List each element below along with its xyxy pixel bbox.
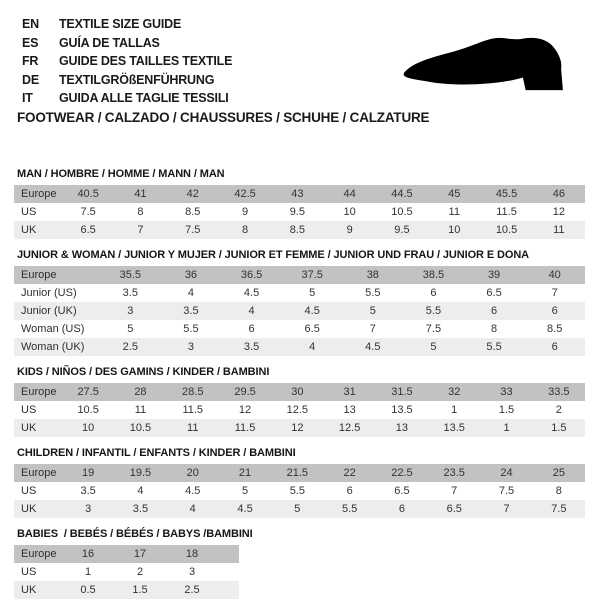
language-label: TEXTILGRÖßENFÜHRUNG <box>59 72 215 87</box>
size-cell: 38 <box>366 269 379 281</box>
size-cell: 3 <box>187 341 194 353</box>
size-cell: 8 <box>241 224 249 236</box>
size-cell: 21.5 <box>286 467 309 479</box>
size-cell: 10.5 <box>77 404 99 416</box>
size-table-section <box>14 366 586 437</box>
size-cell: 11 <box>448 206 460 218</box>
size-cell: 6 <box>430 287 437 299</box>
row-label: Europe <box>21 467 57 479</box>
size-cell: 22 <box>343 467 356 479</box>
filler-cell <box>218 545 239 563</box>
size-cell: 42 <box>186 188 199 200</box>
size-cell: 4 <box>187 287 194 299</box>
size-cell: 28.5 <box>182 386 204 398</box>
row-label: Woman (UK) <box>21 341 85 353</box>
section-title: BABIES / BEBÉS / BÉBÉS / BABYS /BAMBINI <box>17 528 253 540</box>
size-cell: 6.5 <box>446 503 462 515</box>
size-cell: 5.5 <box>365 287 381 299</box>
language-row <box>22 89 232 108</box>
size-cell: 44 <box>343 188 356 200</box>
size-cell: 7.5 <box>185 224 201 236</box>
size-cell: 6.5 <box>304 323 320 335</box>
size-cell: 3.5 <box>122 287 138 299</box>
row-label: UK <box>21 422 37 434</box>
size-cell: 5 <box>294 503 301 515</box>
size-cell: 5.5 <box>289 485 305 497</box>
size-cell: 45.5 <box>495 188 518 200</box>
language-list <box>22 15 232 108</box>
size-cell: 4.5 <box>304 305 320 317</box>
language-code: ES <box>22 35 39 50</box>
filler-cell <box>218 581 239 599</box>
size-cell: 36 <box>184 269 198 281</box>
section-title: MAN / HOMBRE / HOMME / MANN / MAN <box>17 168 225 180</box>
size-cell: 6.5 <box>486 287 502 299</box>
size-cell: 12 <box>552 206 565 218</box>
size-cell: 22.5 <box>391 467 413 479</box>
size-table-section <box>14 447 586 518</box>
size-cell: 18 <box>185 548 199 560</box>
size-cell: 1 <box>503 422 510 434</box>
size-cell: 24 <box>500 467 513 479</box>
size-cell: 6 <box>248 323 255 335</box>
size-cell: 3 <box>127 305 134 317</box>
size-cell: 9.5 <box>394 224 410 236</box>
size-cell: 9 <box>241 206 249 218</box>
size-cell: 6 <box>346 485 353 497</box>
size-cell: 1.5 <box>132 584 148 596</box>
language-label: TEXTILE SIZE GUIDE <box>59 17 182 31</box>
table-row <box>14 419 585 437</box>
size-cell: 10.5 <box>129 422 152 434</box>
size-cell: 7.5 <box>551 503 567 515</box>
row-label: Europe <box>21 386 57 398</box>
size-cell: 29.5 <box>234 386 256 398</box>
size-cell: 3.5 <box>80 485 96 497</box>
size-cell: 5 <box>430 341 437 353</box>
category-line: FOOTWEAR / CALZADO / CHAUSSURES / SCHUHE / CALZATURE <box>17 110 430 125</box>
size-cell: 5.5 <box>425 305 442 317</box>
language-row <box>22 34 232 53</box>
size-cell: 4 <box>137 485 144 497</box>
size-cell: 44.5 <box>391 188 413 200</box>
size-cell: 39 <box>487 269 501 281</box>
size-cell: 27.5 <box>77 386 99 398</box>
size-cell: 10 <box>343 206 356 218</box>
size-cell: 33.5 <box>548 386 570 398</box>
size-cell: 36.5 <box>240 269 263 281</box>
language-row <box>22 15 232 34</box>
size-cell: 37.5 <box>301 269 323 281</box>
size-cell: 8.5 <box>185 206 201 218</box>
size-cell: 7 <box>137 224 144 236</box>
size-cell: 5 <box>127 323 134 335</box>
size-cell: 12.5 <box>338 422 361 434</box>
table-row <box>14 482 585 500</box>
size-cell: 6.5 <box>394 485 410 497</box>
size-cell: 11.5 <box>234 422 256 434</box>
section-title: JUNIOR & WOMAN / JUNIOR Y MUJER / JUNIOR ET FEMME / JUNIOR UND FRAU / JUNIOR E DONA <box>17 249 530 261</box>
table-row <box>14 338 585 356</box>
row-label: Junior (US) <box>21 287 77 299</box>
size-cell: 11.5 <box>182 404 204 416</box>
size-cell: 3 <box>188 566 196 578</box>
row-label: Woman (US) <box>21 323 85 335</box>
size-cell: 8.5 <box>289 224 305 236</box>
row-label: UK <box>21 224 37 236</box>
size-cell: 42.5 <box>234 188 256 200</box>
table-row <box>14 383 585 401</box>
language-code: DE <box>22 72 39 87</box>
size-cell: 1.5 <box>551 422 567 434</box>
size-cell: 2 <box>555 404 562 416</box>
size-cell: 10.5 <box>391 206 413 218</box>
size-cell: 5.5 <box>341 503 358 515</box>
size-cell: 9 <box>346 224 353 236</box>
size-cell: 13 <box>395 422 409 434</box>
size-cell: 0.5 <box>80 584 96 596</box>
size-cell: 38.5 <box>422 269 445 281</box>
row-label: US <box>21 404 37 416</box>
size-cell: 20 <box>186 467 199 479</box>
size-cell: 12.5 <box>286 404 309 416</box>
size-cell: 21 <box>238 467 252 479</box>
size-cell: 2 <box>136 566 144 578</box>
size-cell: 4 <box>309 341 316 353</box>
table-row <box>14 545 239 563</box>
row-label: Europe <box>21 269 57 281</box>
size-cell: 7 <box>451 485 458 497</box>
size-cell: 32 <box>448 386 461 398</box>
table-row <box>14 464 585 482</box>
row-label: UK <box>21 584 37 596</box>
size-cell: 7 <box>369 323 376 335</box>
row-label: Europe <box>21 188 57 200</box>
size-cell: 12 <box>238 404 252 416</box>
size-table-section <box>14 168 586 239</box>
size-cell: 16 <box>81 548 95 560</box>
language-label: GUIDA ALLE TAGLIE TESSILI <box>59 91 229 105</box>
row-label: Junior (UK) <box>21 305 77 317</box>
table-row <box>14 302 585 320</box>
size-cell: 13.5 <box>443 422 465 434</box>
size-cell: 7.5 <box>425 323 442 335</box>
size-cell: 2.5 <box>184 584 200 596</box>
table-row <box>14 401 585 419</box>
language-row <box>22 52 232 71</box>
size-cell: 7 <box>551 287 558 299</box>
row-label: US <box>21 566 37 578</box>
size-cell: 11 <box>187 422 199 434</box>
table-row <box>14 320 585 338</box>
size-cell: 40 <box>548 269 561 281</box>
size-cell: 4.5 <box>365 341 381 353</box>
size-table-section <box>14 249 586 356</box>
size-cell: 40.5 <box>77 188 99 200</box>
size-cell: 4 <box>248 305 255 317</box>
size-cell: 8 <box>137 206 144 218</box>
language-code: EN <box>22 17 39 31</box>
filler-cell <box>218 563 239 581</box>
size-cell: 1 <box>84 566 92 578</box>
size-cell: 23.5 <box>443 467 465 479</box>
size-cell: 3.5 <box>183 305 199 317</box>
size-cell: 4.5 <box>243 287 260 299</box>
row-label: US <box>21 206 37 218</box>
size-cell: 8 <box>491 323 498 335</box>
header <box>0 0 600 168</box>
size-cell: 6 <box>551 305 558 317</box>
size-cell: 5 <box>241 485 249 497</box>
section-title: KIDS / NIÑOS / DES GAMINS / KINDER / BAMBINI <box>17 366 270 378</box>
size-cell: 2.5 <box>122 341 138 353</box>
size-cell: 30 <box>291 386 304 398</box>
size-cell: 6.5 <box>80 224 96 236</box>
language-code: FR <box>22 54 39 68</box>
size-cell: 6 <box>491 305 498 317</box>
size-cell: 3 <box>85 503 92 515</box>
size-cell: 11 <box>134 404 147 416</box>
size-cell: 3.5 <box>132 503 149 515</box>
size-cell: 5.5 <box>183 323 199 335</box>
size-cell: 17 <box>133 548 147 560</box>
size-cell: 13.5 <box>391 404 413 416</box>
size-cell: 43 <box>291 188 304 200</box>
size-cell: 8 <box>555 485 562 497</box>
size-cell: 11.5 <box>496 206 517 218</box>
language-code: IT <box>22 91 33 105</box>
row-label: UK <box>21 503 37 515</box>
section-title: CHILDREN / INFANTIL / ENFANTS / KINDER / BAMBINI <box>17 447 296 459</box>
size-cell: 31.5 <box>391 386 413 398</box>
table-row <box>14 203 585 221</box>
size-table <box>14 545 239 599</box>
table-row <box>14 266 585 284</box>
table-row <box>14 563 239 581</box>
language-label: GUIDE DES TAILLES TEXTILE <box>59 54 233 68</box>
size-cell: 35.5 <box>119 269 142 281</box>
size-tables <box>14 168 586 600</box>
size-cell: 25 <box>552 467 565 479</box>
size-cell: 45 <box>448 188 461 200</box>
size-cell: 6 <box>551 341 558 353</box>
table-row <box>14 581 239 599</box>
size-cell: 4.5 <box>237 503 253 515</box>
size-table-section <box>14 528 586 599</box>
row-label: US <box>21 485 37 497</box>
language-row <box>22 71 232 90</box>
size-cell: 6 <box>398 503 405 515</box>
size-table <box>14 383 585 437</box>
size-table <box>14 464 585 518</box>
size-cell: 19 <box>82 467 95 479</box>
row-label: Europe <box>21 548 57 560</box>
size-cell: 28 <box>134 386 147 398</box>
table-row <box>14 500 585 518</box>
size-cell: 7 <box>503 503 510 515</box>
language-label: GUÍA DE TALLAS <box>59 35 160 50</box>
table-row <box>14 284 585 302</box>
size-cell: 33 <box>500 386 513 398</box>
size-cell: 5 <box>369 305 376 317</box>
table-row <box>14 221 585 239</box>
size-cell: 19.5 <box>129 467 152 479</box>
size-cell: 13 <box>343 404 356 416</box>
size-cell: 10.5 <box>495 224 518 236</box>
table-row <box>14 185 585 203</box>
size-table <box>14 185 585 239</box>
size-cell: 31 <box>343 386 356 398</box>
size-cell: 10 <box>448 224 461 236</box>
size-cell: 8.5 <box>547 323 563 335</box>
shoe-silhouette-icon <box>392 12 592 112</box>
size-cell: 7.5 <box>498 485 515 497</box>
size-table <box>14 266 585 356</box>
size-cell: 9.5 <box>289 206 305 218</box>
size-cell: 1.5 <box>498 404 515 416</box>
size-cell: 3.5 <box>243 341 260 353</box>
size-cell: 5.5 <box>486 341 502 353</box>
size-cell: 1 <box>451 404 458 416</box>
size-cell: 7.5 <box>80 206 96 218</box>
size-cell: 46 <box>552 188 565 200</box>
size-cell: 12 <box>291 422 304 434</box>
size-cell: 11 <box>553 224 565 236</box>
size-cell: 4.5 <box>185 485 201 497</box>
size-cell: 5 <box>309 287 316 299</box>
size-cell: 10 <box>82 422 95 434</box>
size-cell: 41 <box>134 188 147 200</box>
size-cell: 4 <box>189 503 196 515</box>
